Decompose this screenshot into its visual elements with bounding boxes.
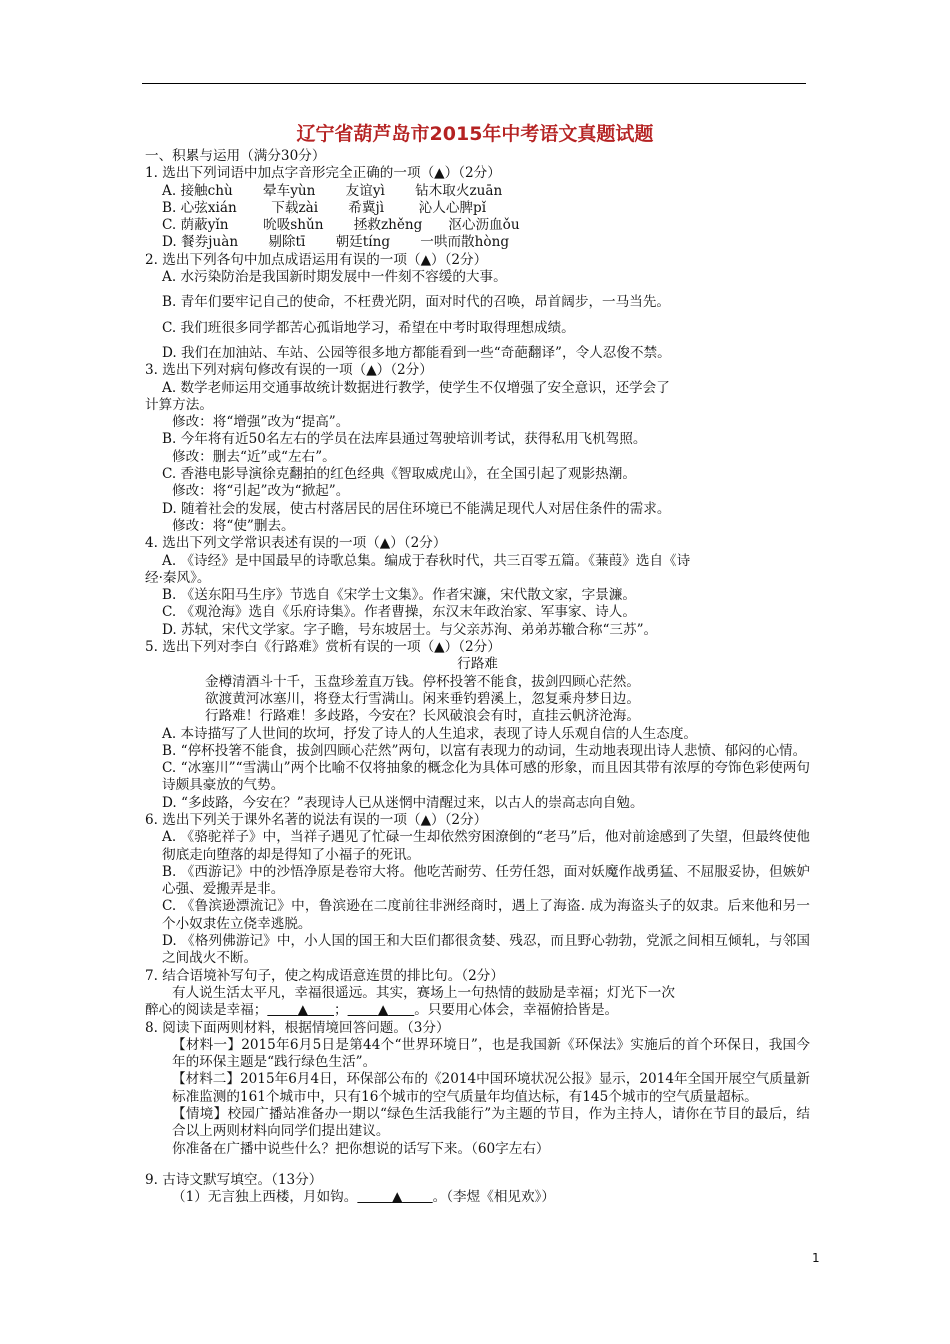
question-3-stem: 3. 选出下列对病句修改有误的一项（▲）（2分）: [145, 362, 433, 379]
question-9-text: （1）无言独上西楼，月如钩。: [172, 1189, 358, 1206]
triangle-marker-icon: ▲: [391, 1189, 403, 1206]
poem-title: 行路难: [457, 656, 498, 673]
exam-body: [145, 148, 810, 1207]
page-title: 辽宁省葫芦岛市2015年中考语文真题试题: [296, 123, 654, 145]
question-9-source: 。（李煜《相见欢》）: [432, 1189, 556, 1206]
question-1-option-c: C. 荫蔽yǐn 吮吸shǔn 拯救zhěng 沤心沥血ǒu: [162, 217, 520, 234]
spacer: [145, 337, 810, 345]
answer-space: [145, 1158, 810, 1172]
page-number: 1: [812, 1251, 820, 1265]
question-1-option-d: D. 餐券juàn 剔除tī 朝廷tíng 一哄而散hòng: [162, 234, 510, 251]
question-4-option-a-cont: 经·秦风》。: [145, 569, 211, 586]
question-5-option-d: D. “多歧路，今安在？”表现诗人已从迷惘中清醒过来，以古人的崇高志向自勉。: [162, 794, 644, 811]
question-7-body: 有人说生活太平凡，幸福很遥远。其实，赛场上一句热情的鼓励是幸福；灯光下一次: [172, 984, 675, 1001]
scenario: 【情境】校园广播站准备办一期以“绿色生活我能行”为主题的节目，作为主持人，请你在节目的最后，结合以上两则材料向同学们提出建议。: [172, 1106, 810, 1140]
question-3-option-d: D. 随着社会的发展，使古村落居民的居住环境已不能满足现代人对居住条件的需求。: [162, 500, 671, 517]
question-6-option-a: A. 《骆驼祥子》中，当祥子遇见了忙碌一生却依然穷困潦倒的“老马”后，他对前途感到了失望，但最终使他彻底走向堕落的却是得知了小福子的死讯。: [162, 829, 810, 863]
question-5-option-b: B. “停杯投箸不能食，拔剑四顾心茫然”两句，以富有表现力的动词，生动地表现出诗人悲愤、郁闷的心情。: [162, 742, 807, 759]
material-two: 【材料二】2015年6月4日，环保部公布的《2014中国环境状况公报》显示，2014年全国开展空气质量新标准监测的161个城市中，只有16个城市的空气质量年均值达标，有145个城市的空气质量超标。: [172, 1071, 810, 1105]
question-7-text: 。只要用心体会，幸福俯拾皆是。: [414, 1002, 619, 1019]
question-3-option-c: C. 香港电影导演徐克翻拍的红色经典《智取威虎山》，在全国引起了观影热潮。: [162, 466, 636, 483]
question-4-option-c: C. 《观沧海》选自《乐府诗集》。作者曹操，东汉末年政治家、军事家、诗人。: [162, 604, 636, 621]
answer-blank[interactable]: [267, 1002, 334, 1019]
question-5-stem: 5. 选出下列对李白《行路难》赏析有误的一项（▲）（2分）: [145, 639, 501, 656]
question-5-option-a: A. 本诗描写了人世间的坎坷，抒发了诗人的人生追求，表现了诗人乐观自信的人生态度。: [162, 725, 698, 742]
question-5-option-c: C. “冰塞川”“雪满山”两个比喻不仅将抽象的概念化为具体可感的形象，而且因其带有浓厚的夸饰色彩使两句诗颇具豪放的气势。: [162, 760, 810, 794]
question-3-option-b: B. 今年将有近50名左右的学员在法库县通过驾驶培训考试，获得私用飞机驾照。: [162, 431, 647, 448]
poem-line: 金樽清酒斗十千，玉盘珍羞直万钱。停杯投箸不能食，拔剑四顾心茫然。: [205, 673, 640, 690]
question-2-stem: 2. 选出下列各句中加点成语运用有误的一项（▲）（2分）: [145, 251, 488, 268]
triangle-marker-icon: ▲: [297, 1002, 309, 1019]
poem-line: 行路难！行路难！多歧路，今安在？长风破浪会有时，直挂云帆济沧海。: [205, 708, 640, 725]
question-7-body-cont: [145, 1002, 810, 1019]
question-3-fix-c: 修改：将“引起”改为“掀起”。: [172, 483, 350, 500]
question-9-item-1: [145, 1189, 810, 1206]
question-2-option-c: C. 我们班很多同学都苦心孤诣地学习，希望在中考时取得理想成绩。: [162, 319, 575, 336]
question-3-option-a: A. 数学老师运用交通事故统计数据进行教学，使学生不仅增强了安全意识，还学会了: [162, 379, 670, 396]
question-1-option-b: B. 心弦xián 下载zài 希冀jì 沁人心脾pǐ: [162, 199, 487, 216]
question-6-option-d: D. 《格列佛游记》中，小人国的国王和大臣们都很贪婪、残忍，而且野心勃勃，党派之间相互倾轧，与邻国之间战火不断。: [162, 933, 810, 967]
question-7-text: 醉心的阅读是幸福；: [145, 1002, 268, 1019]
question-6-stem: 6. 选出下列关于课外名著的说法有误的一项（▲）（2分）: [145, 811, 488, 828]
question-2-option-a: A. 水污染防治是我国新时期发展中一件刻不容缓的大事。: [162, 269, 507, 286]
question-6-option-b: B. 《西游记》中的沙悟净原是卷帘大将。他吃苦耐劳、任劳任怨，面对妖魔作战勇猛、不屈服妥协，但嫉妒心强、爱搬弄是非。: [162, 863, 810, 898]
question-3-fix-b: 修改：删去“近”或“左右”。: [172, 448, 336, 465]
question-2-option-b: B. 青年们要牢记自己的使命，不枉费光阴，面对时代的召唤，昂首阔步，一马当先。: [162, 294, 671, 311]
question-4-stem: 4. 选出下列文学常识表述有误的一项（▲）（2分）: [145, 535, 447, 552]
question-9-stem: 9. 古诗文默写填空。（13分）: [145, 1171, 323, 1188]
answer-blank[interactable]: [348, 1002, 415, 1019]
question-3-fix-d: 修改：将“使”删去。: [172, 517, 295, 534]
question-6-option-c: C. 《鲁滨逊漂流记》中，鲁滨逊在二度前往非洲经商时，遇上了海盗. 成为海盗头子的奴隶。后来他和另一个小奴隶佐立侥幸逃脱。: [162, 898, 810, 932]
poem-line: 欲渡黄河冰塞川，将登太行雪满山。闲来垂钓碧溪上，忽复乘舟梦日边。: [205, 690, 640, 707]
header-rule: [142, 83, 806, 84]
spacer: [145, 312, 810, 320]
question-8-prompt: 你准备在广播中说些什么？把你想说的话写下来。（60字左右）: [172, 1140, 550, 1157]
question-4-option-b: B. 《送东阳马生序》节选自《宋学士文集》。作者宋濂，宋代散文家，字景濂。: [162, 587, 637, 604]
triangle-marker-icon: ▲: [377, 1002, 389, 1019]
section-heading: 一、积累与运用（满分30分）: [145, 148, 326, 164]
answer-blank[interactable]: [357, 1189, 432, 1206]
question-7-stem: 7. 结合语境补写句子，使之构成语意连贯的排比句。（2分）: [145, 967, 504, 984]
question-2-option-d: D. 我们在加油站、车站、公园等很多地方都能看到一些“奇葩翻译”，令人忍俊不禁。: [162, 344, 671, 361]
question-3-fix-a: 修改：将“增强”改为“提高”。: [172, 414, 350, 431]
question-8-stem: 8. 阅读下面两则材料，根据情境回答问题。（3分）: [145, 1019, 450, 1036]
material-one: 【材料一】2015年6月5日是第44个“世界环境日”，也是我国新《环保法》实施后的首个环保日，我国今年的环保主题是“践行绿色生活”。: [172, 1036, 810, 1071]
question-4-option-d: D. 苏轼，宋代文学家。字子瞻，号东坡居士。与父亲苏洵、弟弟苏辙合称“三苏”。: [162, 621, 658, 638]
question-7-text: ；: [334, 1002, 348, 1019]
question-3-option-a-cont: 计算方法。: [145, 396, 213, 413]
question-1-option-a: A. 接触chù 晕车yùn 友谊yì 钻木取火zuān: [162, 182, 503, 199]
question-4-option-a: A. 《诗经》是中国最早的诗歌总集。编成于春秋时代，共三百零五篇。《蒹葭》选自《诗: [162, 552, 691, 569]
question-1-stem: 1. 选出下列词语中加点字音形完全正确的一项（▲）（2分）: [145, 165, 501, 182]
